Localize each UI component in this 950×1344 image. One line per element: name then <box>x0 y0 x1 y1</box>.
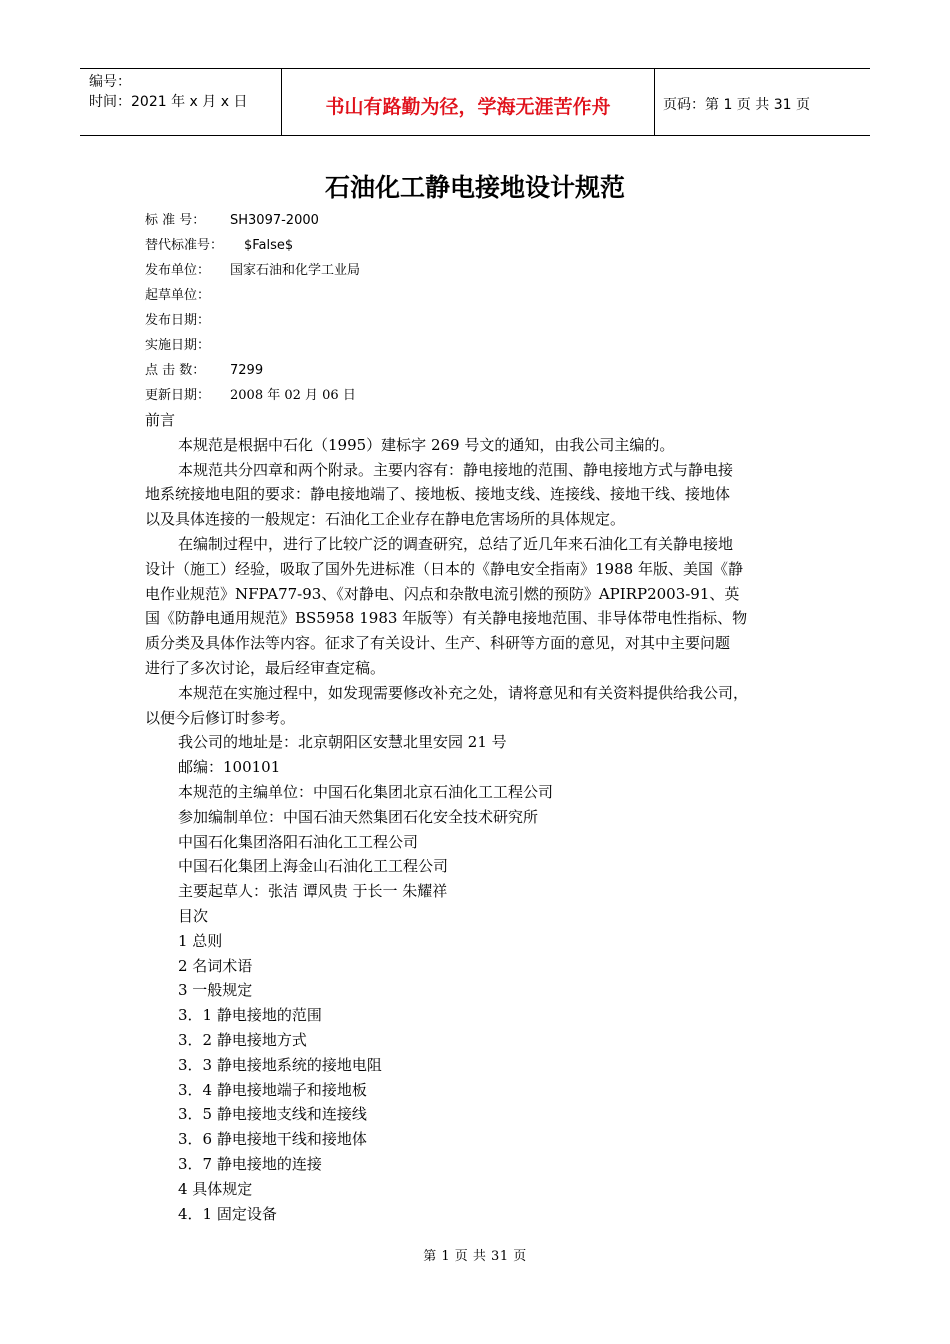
meta-row-update-date <box>145 383 360 408</box>
body-line: 本规范的主编单位：中国石化集团北京石油化工工程公司 <box>178 782 554 801</box>
body-line: 本规范是根据中石化（1995）建标字 269 号文的通知，由我公司主编的。 <box>178 435 675 454</box>
meta-value: 2008 年 02 月 06 日 <box>230 388 356 403</box>
toc-item: 1 总则 <box>178 931 223 950</box>
meta-row-click-count <box>145 358 360 383</box>
body-line: 中国石化集团上海金山石油化工工程公司 <box>178 857 449 876</box>
page-footer: 第 1 页 共 31 页 <box>423 1249 527 1264</box>
toc-item: 3．7 静电接地的连接 <box>178 1154 322 1173</box>
meta-label: 更新日期： <box>145 388 211 403</box>
body-line: 我公司的地址是：北京朝阳区安慧北里安园 21 号 <box>178 733 507 752</box>
metadata-block <box>145 208 360 408</box>
meta-row-publisher <box>145 258 360 283</box>
toc-item: 3．3 静电接地系统的接地电阻 <box>178 1055 382 1074</box>
body-line: 中国石化集团洛阳石油化工工程公司 <box>178 832 419 851</box>
body-line: 参加编制单位：中国石油天然集团石化安全技术研究所 <box>178 807 539 826</box>
body-line: 以便今后修订时参考。 <box>145 708 296 727</box>
toc-item: 3．6 静电接地干线和接地体 <box>178 1130 367 1149</box>
meta-row-drafter <box>145 283 360 308</box>
toc-item: 3．1 静电接地的范围 <box>178 1006 322 1025</box>
document-title: 石油化工静电接地设计规范 <box>324 173 625 202</box>
toc-item: 4．1 固定设备 <box>178 1204 277 1223</box>
body-line: 本规范共分四章和两个附录。主要内容有：静电接地的范围、静电接地方式与静电接 <box>178 460 734 479</box>
body-line: 质分类及具体作法等内容。征求了有关设计、生产、科研等方面的意见，对其中主要问题 <box>145 634 731 653</box>
meta-label: 点 击 数： <box>145 363 206 378</box>
meta-row-standard-number <box>145 208 360 233</box>
body-line: 进行了多次讨论，最后经审查定稿。 <box>145 658 386 677</box>
meta-label: 标 准 号： <box>145 213 206 228</box>
meta-value: 7299 <box>230 363 264 378</box>
body-line: 在编制过程中，进行了比较广泛的调查研究，总结了近几年来石油化工有关静电接地 <box>178 534 734 553</box>
header-top-rule <box>80 68 870 69</box>
toc-item: 2 名词术语 <box>178 956 253 975</box>
header-bottom-rule <box>80 135 870 136</box>
body-line: 主要起草人：张洁 谭风贵 于长一 朱耀祥 <box>178 882 448 901</box>
body-line: 国《防静电通用规范》BS5958 1983 年版等）有关静电接地范围、非导体带电性指标、物 <box>145 609 748 628</box>
header-page-info: 页码：第 1 页 共 31 页 <box>663 97 810 113</box>
header-left <box>89 72 247 112</box>
document-date: 时间：2021 年 x 月 x 日 <box>89 94 248 110</box>
meta-label: 起草单位： <box>145 288 211 303</box>
body-line: 电作业规范》NFPA77-93、《对静电、闪点和杂散电流引燃的预防》APIRP2003-91、英 <box>145 584 740 603</box>
meta-label: 实施日期： <box>145 338 211 353</box>
meta-label: 替代标准号： <box>145 238 224 253</box>
document-number-label: 编号： <box>89 74 131 90</box>
body-line: 本规范在实施过程中，如发现需要修改补充之处，请将意见和有关资料提供给我公司， <box>178 683 749 702</box>
toc-item: 3．4 静电接地端子和接地板 <box>178 1080 367 1099</box>
meta-label: 发布单位： <box>145 263 211 278</box>
body-line: 地系统接地电阻的要求：静电接地端了、接地板、接地支线、连接线、接地干线、接地体 <box>145 485 731 504</box>
meta-value: $False$ <box>244 238 294 253</box>
toc-item: 3．5 静电接地支线和连接线 <box>178 1105 367 1124</box>
document-body <box>145 408 805 1226</box>
toc-heading: 目次 <box>178 906 209 925</box>
meta-row-publish-date <box>145 308 360 333</box>
meta-row-effective-date <box>145 333 360 358</box>
body-line: 设计（施工）经验，吸取了国外先进标准（日本的《静电安全指南》1988 年版、美国《静 <box>145 559 743 578</box>
body-line: 邮编：100101 <box>178 758 281 777</box>
toc-item: 3 一般规定 <box>178 981 253 1000</box>
body-line: 以及具体连接的一般规定：石油化工企业存在静电危害场所的具体规定。 <box>145 510 626 529</box>
meta-value: 国家石油和化学工业局 <box>230 263 361 278</box>
meta-value: SH3097-2000 <box>230 213 319 228</box>
meta-row-replaced-standard <box>145 233 360 258</box>
section-heading-preface: 前言 <box>145 411 176 429</box>
meta-label: 发布日期： <box>145 313 211 328</box>
toc-item: 3．2 静电接地方式 <box>178 1030 307 1049</box>
header-motto: 书山有路勤为径，学海无涯苦作舟 <box>325 96 611 118</box>
toc-item: 4 具体规定 <box>178 1179 253 1198</box>
header-divider-right <box>654 69 655 135</box>
